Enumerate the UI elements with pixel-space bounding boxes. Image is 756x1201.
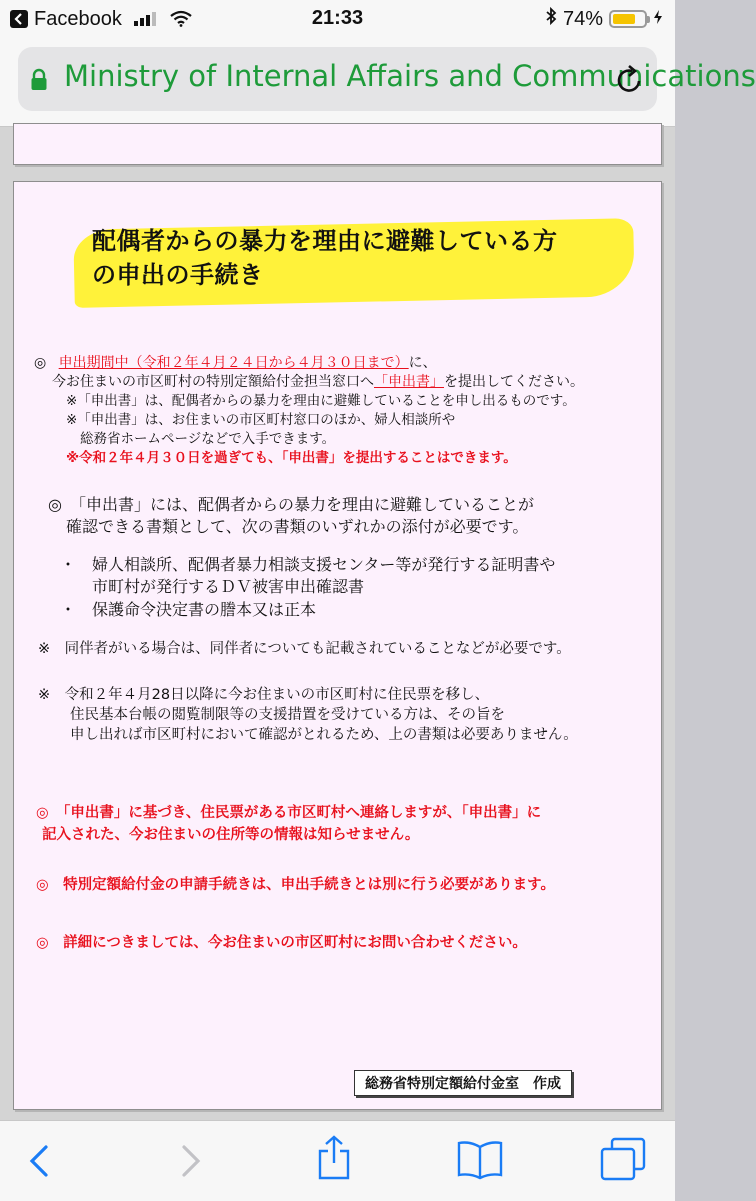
s2-bullet-1b: 市町村が発行するＤＶ被害申出確認書 <box>92 577 365 596</box>
s1-line-1 <box>34 354 437 372</box>
tabs-icon[interactable] <box>600 1137 646 1181</box>
note-2-line-2: 住民基本台帳の閲覧制限等の支援措置を受けている方は、その旨を <box>70 707 505 723</box>
s2-line-1: ◎ 「申出書」には、配偶者からの暴力を理由に避難していることが <box>48 495 534 514</box>
remark-1-line-1: ◎ 「申出書」に基づき、住民票がある市区町村へ連絡しますが、「申出書」に <box>36 805 542 821</box>
reload-icon[interactable] <box>615 63 645 99</box>
document-title <box>92 224 652 292</box>
back-app-label: Facebook <box>34 7 122 30</box>
s1-period: 申出期間中（令和２年４月２４日から４月３０日まで） <box>58 355 409 371</box>
status-bar <box>0 0 675 38</box>
title-line-1: 配偶者からの暴力を理由に避難している方 <box>92 227 558 255</box>
lock-icon <box>30 69 48 95</box>
s2-bullet-2: ・ 保護命令決定書の謄本又は正本 <box>60 600 317 619</box>
note-1: ※ 同伴者がいる場合は、同伴者についても記載されていることなどが必要です。 <box>38 641 571 657</box>
s1-mark: ◎ <box>34 355 47 371</box>
charging-icon <box>653 8 663 31</box>
address-bar-area <box>0 38 756 127</box>
book-icon[interactable] <box>456 1139 504 1179</box>
s2-line-2: 確認できる書類として、次の書類のいずれかの添付が必要です。 <box>66 517 529 536</box>
clock: 21:33 <box>311 7 364 29</box>
s1-line-2 <box>52 373 584 391</box>
bottom-toolbar <box>0 1120 675 1201</box>
s1-note-1: ※「申出書」は、配偶者からの暴力を理由に避難していることを申し出るものです。 <box>66 393 576 409</box>
battery-percent: 74% <box>562 7 603 30</box>
s1-note-4: ※令和２年４月３０日を過ぎても、「申出書」を提出することはできます。 <box>66 450 517 466</box>
remark-3: ◎ 詳細につきましては、今お住まいの市区町村にお問い合わせください。 <box>36 935 527 951</box>
web-content[interactable] <box>0 127 675 1120</box>
chevron-right-icon[interactable] <box>178 1141 204 1181</box>
credit-box: 総務省特別定額給付金室 作成 <box>354 1070 572 1096</box>
remark-2: ◎ 特別定額給付金の申請手続きは、申出手続きとは別に行う必要があります。 <box>36 877 555 893</box>
note-2-line-1: ※ 令和２年４月28日以降に今お住まいの市区町村に住民票を移し、 <box>38 687 490 703</box>
document-panel <box>13 181 662 1110</box>
title-line-2: の申出の手続き <box>92 261 264 289</box>
remark-1-line-2: 記入された、今お住まいの住所等の情報は知らせません。 <box>42 827 420 843</box>
s1-l2b: 「申出書」 <box>374 374 444 390</box>
s1-note-2: ※「申出書」は、お住まいの市区町村窓口のほか、婦人相談所や <box>66 412 456 428</box>
right-status <box>545 7 663 31</box>
url-text[interactable]: Ministry of Internal Affairs and Communications <box>64 59 756 93</box>
chevron-left-icon[interactable] <box>26 1141 52 1181</box>
previous-page-panel <box>13 123 662 165</box>
battery-icon <box>609 10 647 28</box>
bluetooth-icon <box>545 7 557 31</box>
note-2-line-3: 申し出れば市区町村において確認がとれるため、上の書類は必要ありません。 <box>70 727 578 743</box>
s2-bullet-1a: ・ 婦人相談所、配偶者暴力相談支援センター等が発行する証明書や <box>60 555 556 574</box>
s1-l2a: 今お住まいの市区町村の特別定額給付金担当窓口へ <box>52 374 374 390</box>
s1-period-suffix: に、 <box>408 355 437 371</box>
s1-l2c: を提出してください。 <box>444 374 584 390</box>
s1-note-3: 総務省ホームページなどで入手できます。 <box>80 431 336 447</box>
address-bar[interactable] <box>18 47 756 111</box>
share-icon[interactable] <box>314 1135 354 1181</box>
